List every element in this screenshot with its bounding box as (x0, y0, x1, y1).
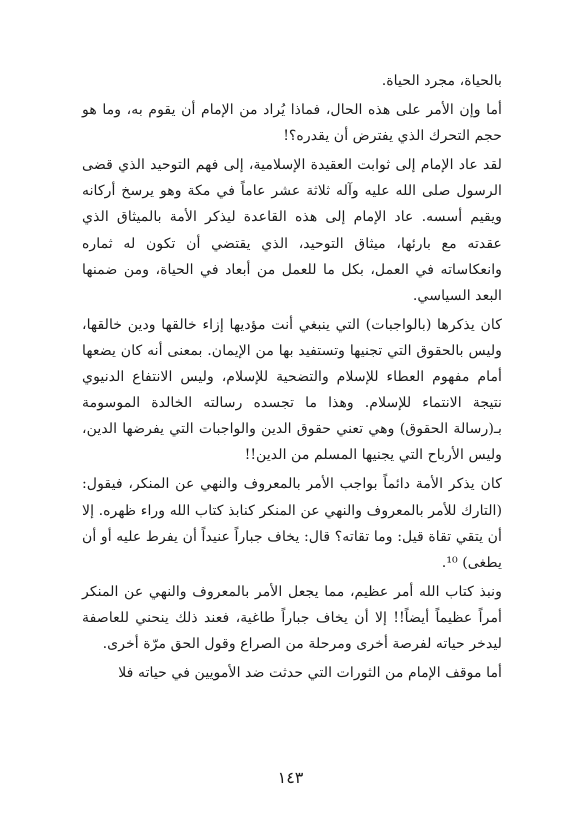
paragraph: أما موقف الإمام من الثورات التي حدثت ضد الأمويين في حياته فلا (118, 665, 502, 682)
paragraph: كان يذكرها (بالواجبات) التي ينبغي أنت مؤديها إزاء خالقها ودين خالقها، وليس بالحقوق التي تجنيها وتستفيد بها من الإيمان. بمعنى أنه كان يضعها أمام مفهوم العطاء للإسلام والتضحية للإسلام، وليس الانتفاع الدنيوي نتيجة الانتماء للإسلام. وهذا ما تجسده رسالته الخالدة الموسومة بـ(رسالة الحقوق) وهي تعني حقوق الدين والواجبات التي يفرضها الدين، وليس الأرباح التي يجنيها المسلم من الدين!! (82, 316, 502, 464)
paragraph: بالحياة، مجرد الحياة. (381, 73, 502, 89)
page-number: ١٤٣ (277, 768, 304, 787)
paragraph: أما وإن الأمر على هذه الحال، فماذا يُراد من الإمام أن يقوم به، وما هو حجم التحرك الذي يفترض أن يقدره؟! (82, 102, 502, 145)
paragraph: ونبذ كتاب الله أمر عظيم، مما يجعل الأمر بالمعروف والنهي عن المنكر أمراً عظيماً أيضاً!! إلا أن يخاف جباراً طاغية، فعند ذلك ينحني للعاصفة ليدخر حياته لفرصة أخرى ومرحلة من الصراع وقول الحق مرّة أخرى. (82, 583, 502, 652)
paragraph: كان يذكر الأمة دائماً بواجب الأمر بالمعروف والنهي عن المنكر، فيقول: (التارك للأمر بالمعروف والنهي عن المنكر كنابذ كتاب الله وراء ظهره. إلا أن يتقي تقاة قيل: وما تقاته؟ قال: يخاف جباراً عنيداً أن يفرط عليه أو أن يطغى) ¹⁰. (82, 476, 502, 571)
body-text (82, 68, 502, 689)
paragraph: لقد عاد الإمام إلى ثوابت العقيدة الإسلامية، إلى فهم التوحيد الذي قضى الرسول صلى الله عليه وآله ثلاثة عشر عاماً في مكة وهو يرسخ أركانه ويقيم أسسه. عاد الإمام إلى هذه القاعدة ليذكر الأمة بالميثاق الذي عقدته مع بارئها، ميثاق التوحيد، الذي يقتضي أن تكون له ثماره وانعكاساته في العمل، بكل ما للعمل من أبعاد في الحياة، ومن ضمنها البعد السياسي. (82, 157, 502, 304)
